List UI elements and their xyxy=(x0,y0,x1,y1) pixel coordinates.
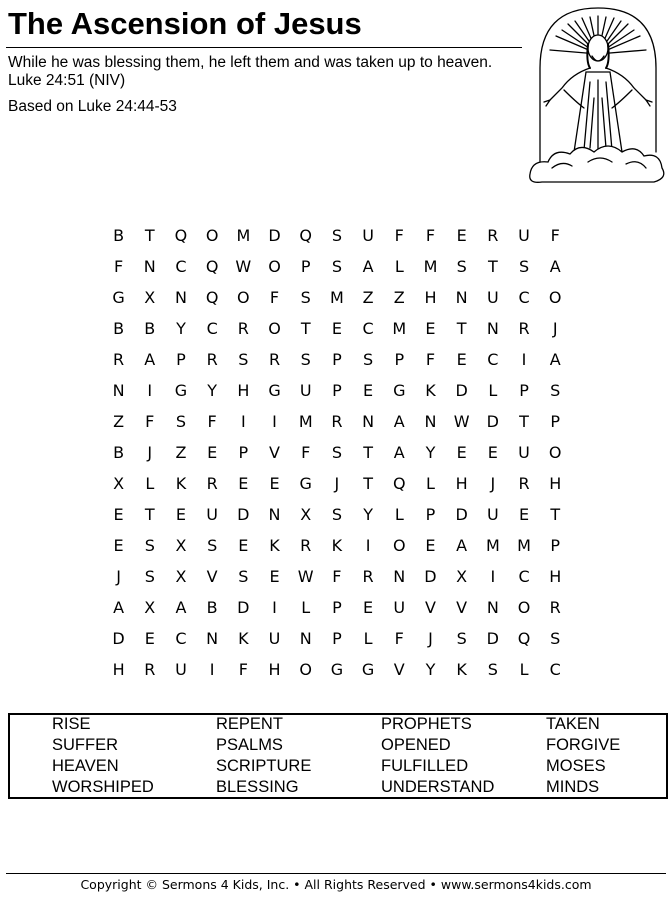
grid-letter: J xyxy=(490,474,496,493)
grid-letter: R xyxy=(362,567,374,586)
grid-letter: W xyxy=(235,257,252,276)
grid-letter: L xyxy=(519,660,529,679)
grid-letter: J xyxy=(428,629,433,648)
grid-letter: R xyxy=(487,226,499,245)
grid-letter: G xyxy=(174,381,188,400)
grid-letter: O xyxy=(268,319,281,338)
grid-letter: U xyxy=(486,505,499,524)
grid-letter: I xyxy=(272,412,277,431)
grid-letter: Q xyxy=(517,629,531,648)
grid-letter: H xyxy=(549,567,562,586)
grid-letter: S xyxy=(144,536,155,555)
word-bank-item: FORGIVE xyxy=(546,736,621,754)
grid-letter: H xyxy=(424,288,437,307)
grid-letter: Z xyxy=(393,288,405,307)
grid-letter: N xyxy=(424,412,437,431)
grid-letter: P xyxy=(300,257,311,276)
grid-letter: U xyxy=(518,443,530,462)
grid-letter: A xyxy=(549,257,561,276)
grid-letter: Q xyxy=(174,226,188,245)
grid-letter: A xyxy=(393,443,405,462)
grid-letter: E xyxy=(269,567,280,586)
grid-letter: F xyxy=(207,412,217,431)
grid-letter: D xyxy=(112,629,125,648)
grid-letter: K xyxy=(269,536,280,555)
grid-letter: F xyxy=(550,226,560,245)
grid-letter: G xyxy=(112,288,125,307)
grid-letter: P xyxy=(176,350,186,369)
grid-letter: F xyxy=(394,629,404,648)
grid-letter: B xyxy=(206,598,218,617)
grid-letter: P xyxy=(332,598,342,617)
grid-letter: T xyxy=(363,443,373,462)
grid-letter: N xyxy=(112,381,125,400)
footer-divider xyxy=(6,873,666,874)
grid-letter: N xyxy=(268,505,281,524)
grid-letter: R xyxy=(518,474,530,493)
word-bank-item: BLESSING xyxy=(216,778,299,796)
grid-letter: H xyxy=(237,381,250,400)
grid-letter: F xyxy=(113,257,124,276)
grid-letter: N xyxy=(486,319,499,338)
grid-letter: I xyxy=(490,567,496,586)
grid-letter: C xyxy=(518,567,530,586)
word-bank-item: MOSES xyxy=(546,757,606,775)
grid-letter: A xyxy=(456,536,468,555)
grid-letter: E xyxy=(456,350,467,369)
grid-letter: E xyxy=(487,443,498,462)
grid-letter: S xyxy=(331,505,342,524)
grid-letter: C xyxy=(549,660,561,679)
grid-letter: L xyxy=(394,257,404,276)
copyright-footer: Copyright © Sermons 4 Kids, Inc. • All Rights Reserved • www.sermons4kids.com xyxy=(80,877,592,892)
grid-letter: S xyxy=(456,629,467,648)
word-bank-item: REPENT xyxy=(216,715,283,733)
grid-letter: F xyxy=(425,226,436,245)
grid-letter: C xyxy=(175,257,187,276)
grid-letter: F xyxy=(145,412,155,431)
grid-letter: D xyxy=(237,598,250,617)
grid-letter: B xyxy=(144,319,156,338)
grid-letter: I xyxy=(521,350,527,369)
bible-verse: While he was blessing them, he left them and was taken up to heaven. Luke 24:51 (NIV) xyxy=(8,54,493,89)
page-title: The Ascension of Jesus xyxy=(8,6,362,41)
grid-letter: R xyxy=(237,319,249,338)
grid-letter: M xyxy=(485,536,500,555)
grid-letter: K xyxy=(331,536,343,555)
grid-letter: P xyxy=(332,381,342,400)
word-bank-item: UNDERSTAND xyxy=(381,778,495,796)
grid-letter: N xyxy=(174,288,187,307)
grid-letter: J xyxy=(334,474,340,493)
grid-letter: A xyxy=(113,598,125,617)
grid-row xyxy=(103,654,575,685)
grid-letter: P xyxy=(550,536,561,555)
grid-letter: F xyxy=(269,288,280,307)
grid-letter: F xyxy=(425,350,436,369)
grid-letter: G xyxy=(299,474,312,493)
grid-letter: S xyxy=(300,350,311,369)
grid-letter: T xyxy=(144,505,155,524)
grid-letter: W xyxy=(453,412,470,431)
grid-letter: J xyxy=(147,443,153,462)
grid-letter: E xyxy=(207,443,218,462)
grid-letter: E xyxy=(144,629,155,648)
grid-letter: L xyxy=(145,474,155,493)
grid-row xyxy=(103,437,575,468)
grid-letter: R xyxy=(206,474,218,493)
grid-letter: R xyxy=(300,536,312,555)
grid-letter: D xyxy=(486,629,499,648)
grid-letter: G xyxy=(268,381,281,400)
grid-letter: B xyxy=(113,226,125,245)
grid-letter: E xyxy=(363,381,374,400)
grid-letter: H xyxy=(455,474,468,493)
grid-letter: X xyxy=(456,567,468,586)
grid-letter: E xyxy=(456,226,467,245)
grid-letter: V xyxy=(206,567,218,586)
grid-letter: Y xyxy=(176,319,186,338)
grid-letter: U xyxy=(518,226,530,245)
grid-letter: J xyxy=(116,567,121,586)
word-bank-item: HEAVEN xyxy=(52,757,119,775)
grid-letter: E xyxy=(238,536,249,555)
word-bank-item: TAKEN xyxy=(546,715,600,733)
grid-letter: P xyxy=(425,505,436,524)
grid-letter: X xyxy=(144,288,156,307)
grid-letter: C xyxy=(362,319,374,338)
grid-row xyxy=(103,561,575,592)
word-bank-item: PROPHETS xyxy=(381,715,472,733)
grid-letter: Z xyxy=(113,412,125,431)
grid-letter: X xyxy=(113,474,125,493)
grid-row xyxy=(103,592,575,623)
grid-letter: Q xyxy=(299,226,313,245)
grid-letter: E xyxy=(425,536,436,555)
grid-row xyxy=(103,251,575,282)
grid-letter: B xyxy=(113,319,125,338)
grid-letter: U xyxy=(486,288,499,307)
grid-letter: E xyxy=(518,505,530,524)
grid-letter: F xyxy=(332,567,342,586)
grid-letter: I xyxy=(209,660,215,679)
grid-row xyxy=(103,375,575,406)
grid-letter: U xyxy=(175,660,187,679)
grid-row xyxy=(103,220,575,251)
grid-letter: M xyxy=(298,412,313,431)
grid-letter: A xyxy=(549,350,561,369)
grid-letter: K xyxy=(425,381,436,400)
grid-letter: F xyxy=(238,660,248,679)
grid-letter: T xyxy=(363,474,373,493)
grid-letter: O xyxy=(548,288,562,307)
word-bank-item: SCRIPTURE xyxy=(216,757,312,775)
grid-letter: P xyxy=(394,350,405,369)
grid-row xyxy=(103,344,575,375)
grid-letter: R xyxy=(518,319,530,338)
grid-letter: D xyxy=(424,567,437,586)
grid-letter: E xyxy=(456,443,467,462)
word-bank-item: FULFILLED xyxy=(381,757,469,775)
grid-letter: U xyxy=(206,505,219,524)
grid-letter: E xyxy=(363,598,374,617)
grid-letter: E xyxy=(238,474,249,493)
grid-letter: V xyxy=(456,598,468,617)
grid-letter: I xyxy=(272,598,277,617)
grid-letter: R xyxy=(144,660,156,679)
grid-letter: O xyxy=(237,288,250,307)
grid-letter: S xyxy=(331,226,342,245)
grid-row xyxy=(103,530,575,561)
grid-letter: K xyxy=(175,474,187,493)
grid-letter: X xyxy=(175,567,187,586)
word-bank-item: SUFFER xyxy=(52,736,118,754)
grid-letter: R xyxy=(331,412,343,431)
grid-letter: S xyxy=(550,629,561,648)
grid-row xyxy=(103,468,575,499)
grid-letter: Y xyxy=(207,381,218,400)
grid-letter: A xyxy=(362,257,374,276)
grid-letter: U xyxy=(362,226,374,245)
grid-letter: M xyxy=(423,257,438,276)
grid-letter: Q xyxy=(392,474,406,493)
word-bank-item: MINDS xyxy=(546,778,600,796)
grid-letter: E xyxy=(425,319,436,338)
grid-letter: T xyxy=(456,319,467,338)
grid-letter: D xyxy=(268,226,281,245)
grid-letter: E xyxy=(113,536,124,555)
grid-letter: L xyxy=(363,629,373,648)
word-bank-item: RISE xyxy=(52,715,91,733)
grid-letter: S xyxy=(363,350,374,369)
grid-letter: R xyxy=(268,350,281,369)
grid-letter: O xyxy=(548,443,562,462)
grid-letter: N xyxy=(299,629,312,648)
grid-letter: S xyxy=(331,257,342,276)
grid-letter: T xyxy=(550,505,561,524)
grid-letter: L xyxy=(426,474,435,493)
grid-letter: A xyxy=(144,350,156,369)
grid-letter: X xyxy=(175,536,187,555)
grid-letter: U xyxy=(268,629,281,648)
grid-letter: H xyxy=(112,660,125,679)
grid-letter: Y xyxy=(425,443,436,462)
grid-letter: S xyxy=(550,381,561,400)
grid-letter: Q xyxy=(205,257,219,276)
grid-letter: N xyxy=(362,412,375,431)
word-bank-item: OPENED xyxy=(381,736,451,754)
grid-row xyxy=(103,313,575,344)
grid-letter: G xyxy=(330,660,344,679)
grid-letter: Q xyxy=(205,288,219,307)
grid-letter: O xyxy=(205,226,219,245)
grid-letter: S xyxy=(300,288,311,307)
word-bank xyxy=(8,713,668,799)
grid-letter: T xyxy=(144,226,155,245)
grid-row xyxy=(103,406,575,437)
grid-letter: E xyxy=(269,474,280,493)
grid-letter: E xyxy=(113,505,124,524)
grid-letter: W xyxy=(297,567,314,586)
grid-letter: M xyxy=(330,288,344,307)
grid-letter: K xyxy=(456,660,467,679)
ascension-jesus-icon xyxy=(528,2,668,188)
grid-letter: C xyxy=(175,629,187,648)
grid-letter: Z xyxy=(362,288,374,307)
grid-letter: G xyxy=(393,381,406,400)
grid-letter: N xyxy=(206,629,219,648)
grid-letter: O xyxy=(392,536,406,555)
grid-letter: H xyxy=(549,474,562,493)
grid-letter: B xyxy=(113,443,125,462)
grid-letter: I xyxy=(147,381,153,400)
grid-letter: F xyxy=(301,443,311,462)
grid-letter: S xyxy=(487,660,498,679)
title-divider xyxy=(6,47,522,48)
grid-letter: S xyxy=(144,567,155,586)
scripture-reference: Based on Luke 24:44-53 xyxy=(8,98,177,115)
grid-letter: A xyxy=(393,412,405,431)
grid-letter: T xyxy=(519,412,529,431)
grid-letter: N xyxy=(143,257,156,276)
grid-letter: G xyxy=(361,660,375,679)
grid-letter: D xyxy=(455,381,468,400)
grid-letter: O xyxy=(517,598,531,617)
grid-letter: R xyxy=(206,350,218,369)
grid-letter: C xyxy=(206,319,218,338)
grid-letter: I xyxy=(240,412,246,431)
grid-letter: S xyxy=(456,257,467,276)
grid-letter: P xyxy=(332,350,342,369)
grid-letter: U xyxy=(393,598,406,617)
grid-letter: R xyxy=(113,350,125,369)
grid-letter: D xyxy=(455,505,468,524)
grid-letter: D xyxy=(237,505,250,524)
grid-letter: E xyxy=(175,505,187,524)
grid-letter: V xyxy=(269,443,280,462)
grid-letter: U xyxy=(299,381,312,400)
grid-letter: N xyxy=(486,598,499,617)
grid-letter: S xyxy=(238,567,249,586)
grid-letter: V xyxy=(393,660,405,679)
grid-letter: S xyxy=(175,412,187,431)
grid-letter: X xyxy=(144,598,156,617)
grid-letter: Z xyxy=(175,443,187,462)
grid-letter: S xyxy=(238,350,249,369)
grid-letter: R xyxy=(549,598,561,617)
grid-letter: P xyxy=(238,443,249,462)
grid-letter: P xyxy=(519,381,529,400)
grid-letter: C xyxy=(487,350,499,369)
grid-letter: I xyxy=(365,536,371,555)
grid-letter: X xyxy=(300,505,312,524)
grid-letter: Y xyxy=(363,505,373,524)
word-search-grid xyxy=(103,220,575,685)
grid-letter: P xyxy=(332,629,342,648)
word-bank-item: PSALMS xyxy=(216,736,283,754)
grid-letter: S xyxy=(518,257,530,276)
grid-letter: S xyxy=(331,443,342,462)
grid-letter: O xyxy=(268,257,281,276)
grid-letter: V xyxy=(424,598,436,617)
grid-letter: D xyxy=(486,412,499,431)
grid-letter: T xyxy=(487,257,498,276)
grid-letter: M xyxy=(392,319,407,338)
grid-letter: M xyxy=(236,226,251,245)
grid-letter: J xyxy=(552,319,558,338)
grid-letter: P xyxy=(550,412,561,431)
grid-letter: L xyxy=(301,598,311,617)
word-bank-item: WORSHIPED xyxy=(52,778,154,796)
grid-letter: O xyxy=(299,660,313,679)
grid-row xyxy=(103,623,575,654)
grid-letter: M xyxy=(517,536,531,555)
grid-letter: C xyxy=(518,288,530,307)
grid-row xyxy=(103,499,575,530)
grid-row xyxy=(103,282,575,313)
grid-letter: E xyxy=(331,319,342,338)
grid-letter: A xyxy=(175,598,187,617)
grid-letter: L xyxy=(394,505,404,524)
grid-letter: K xyxy=(238,629,249,648)
grid-letter: N xyxy=(393,567,406,586)
grid-letter: H xyxy=(268,660,281,679)
grid-letter: S xyxy=(207,536,218,555)
grid-letter: T xyxy=(300,319,311,338)
grid-letter: F xyxy=(394,226,404,245)
grid-letter: N xyxy=(455,288,468,307)
grid-letter: L xyxy=(488,381,498,400)
grid-letter: Y xyxy=(425,660,436,679)
